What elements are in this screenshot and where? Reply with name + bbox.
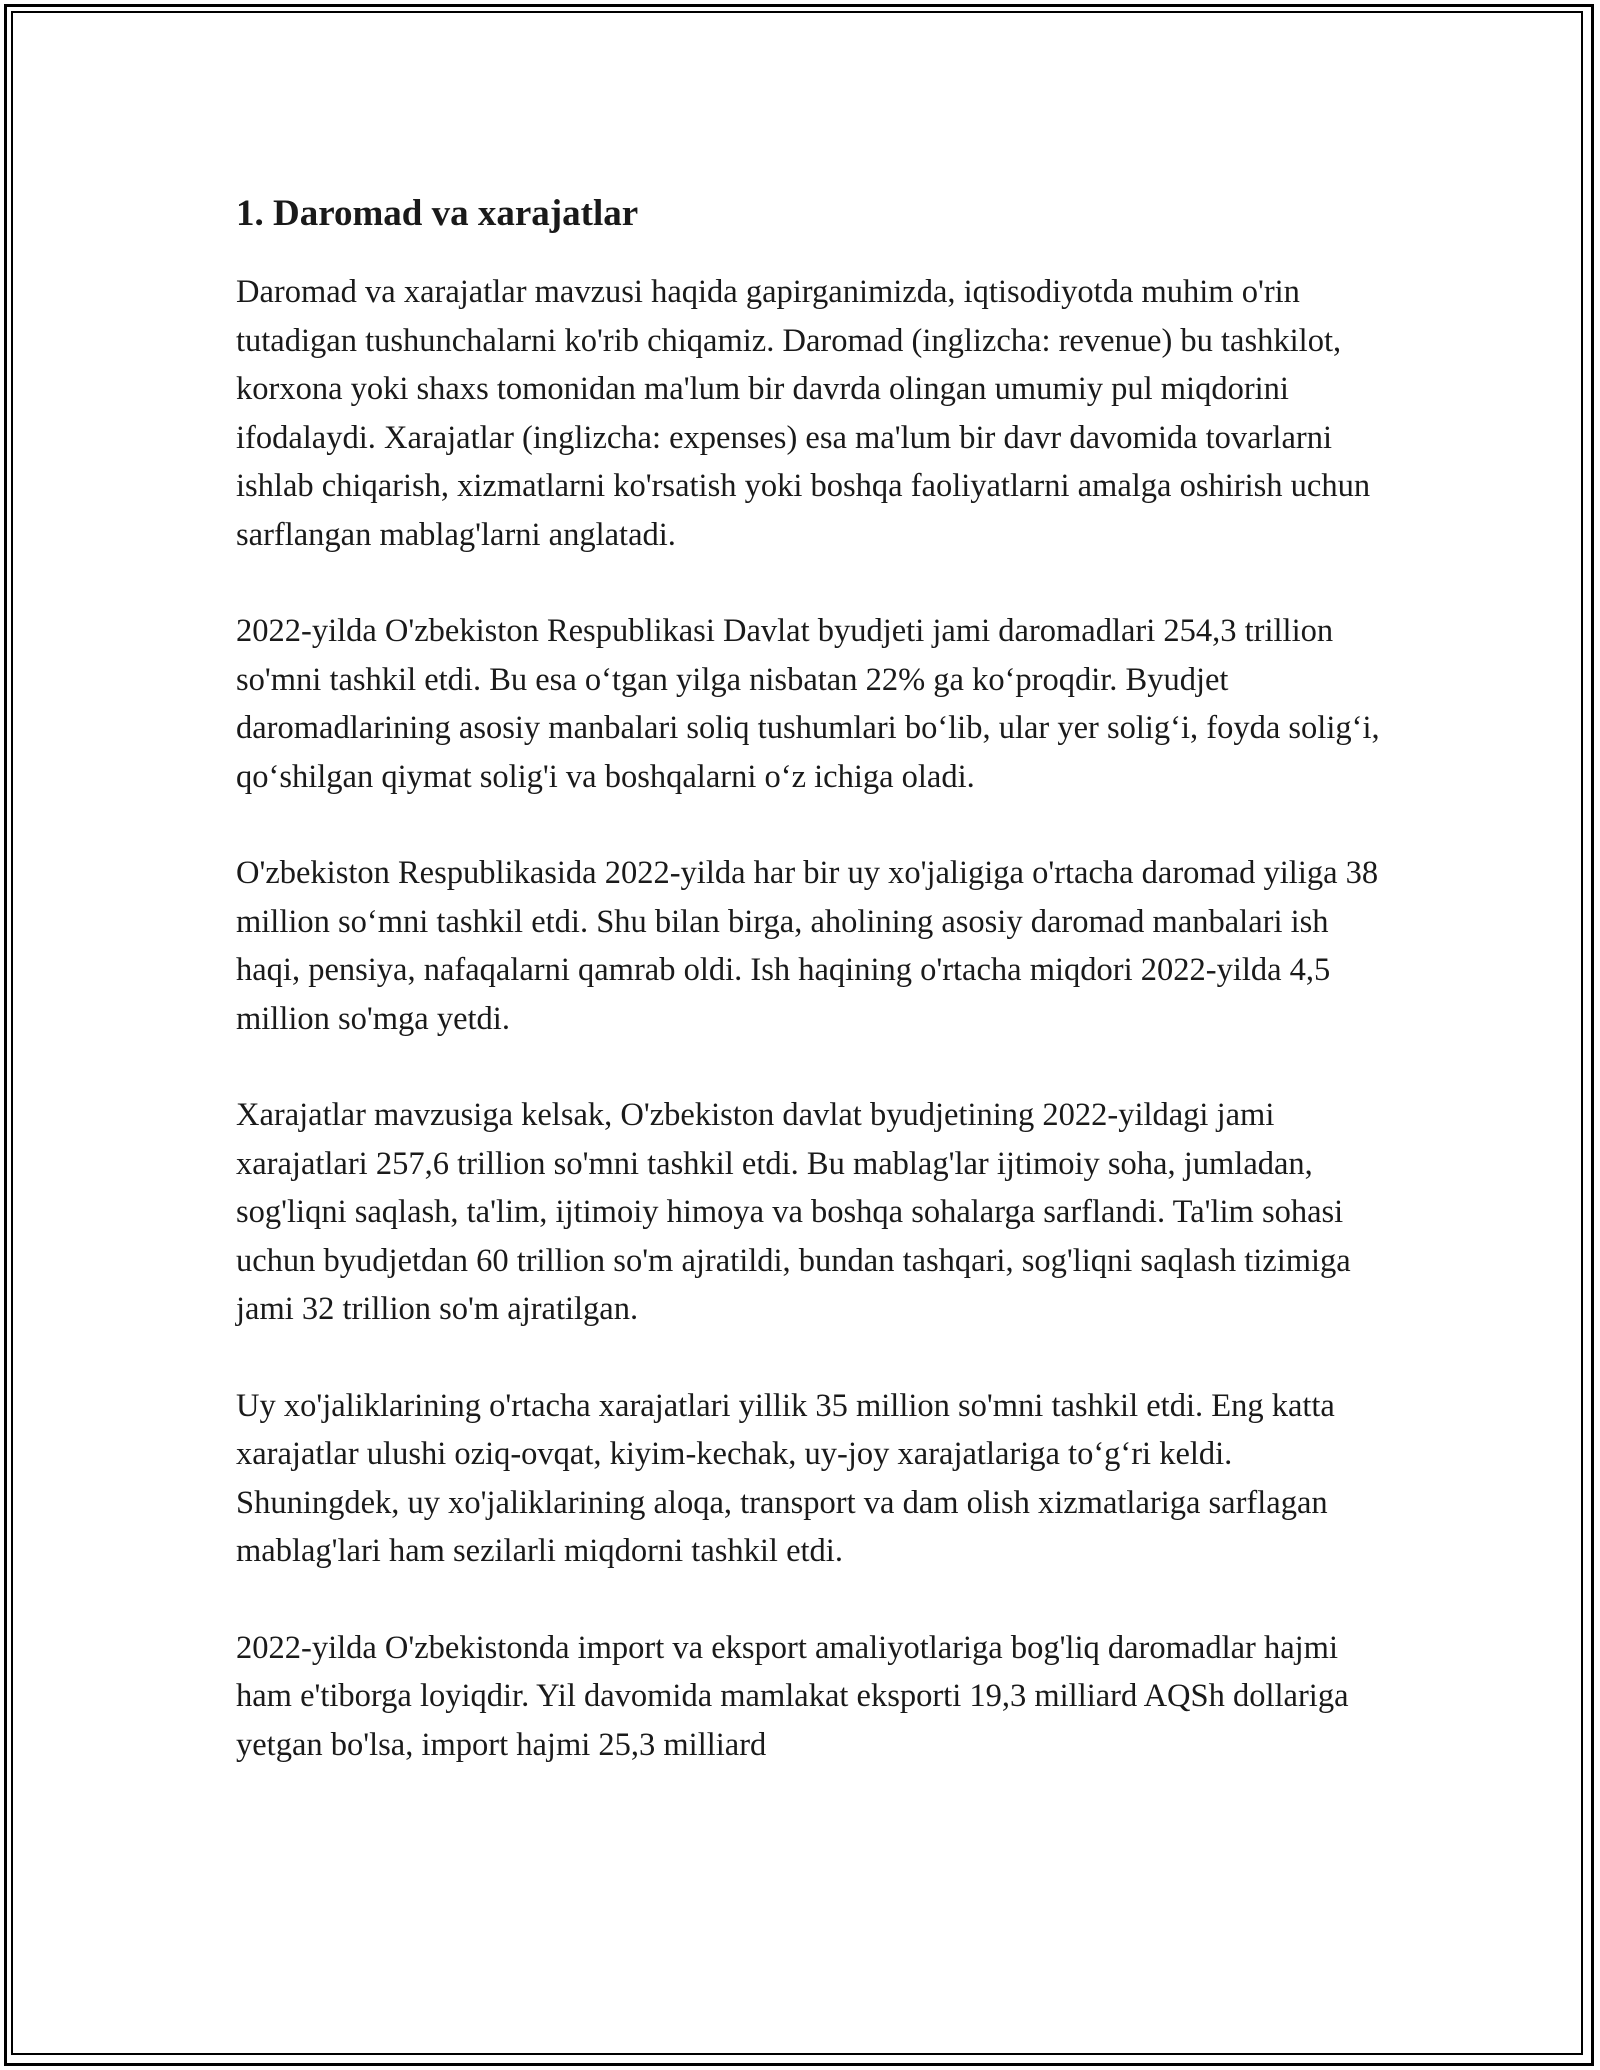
paragraph-household-expenses: Uy xo'jaliklarining o'rtacha xarajatlari yillik 35 million so'mni tashkil etdi. Eng katta xarajatlar ulushi oziq-ovqat, kiyim-kechak, uy-joy xarajatlariga to‘g‘ri keldi. Shuningdek, uy xo'jaliklarining aloqa, transport va dam olish xizmatlariga sarflagan mablag'lari ham sezilarli miqdorni tashkil etdi. bbox=[236, 1387, 1335, 1569]
paragraph-definitions: Daromad va xarajatlar mavzusi haqida gapirganimizda, iqtisodiyotda muhim o'rin tutadigan tushunchalarni ko'rib chiqamiz. Daromad (inglizcha: revenue) bu tashkilot, korxona yoki shaxs tomonidan ma'lum bir davrda olingan umumiy pul miqdorini ifodalaydi. Xarajatlar (inglizcha: expenses) esa ma'lum bir davr davomida tovarlarni ishlab chiqarish, xizmatlarni ko'rsatish yoki boshqa faoliyatlarni amalga oshirish uchun sarflangan mablag'larni anglatadi. bbox=[236, 274, 1371, 553]
document-body bbox=[236, 188, 1386, 1817]
paragraph-budget-revenue: 2022-yilda O'zbekiston Respublikasi Davlat byudjeti jami daromadlari 254,3 trillion so'mni tashkil etdi. Bu esa o‘tgan yilga nisbatan 22% ga ko‘proqdir. Byudjet daromadlarining asosiy manbalari soliq tushumlari bo‘lib, ular yer solig‘i, foyda solig‘i, qo‘shilgan qiymat solig'i va boshqalarni o‘z ichiga oladi. bbox=[236, 613, 1380, 795]
section-heading: 1. Daromad va xarajatlar bbox=[236, 193, 639, 234]
paragraph-budget-expenses: Xarajatlar mavzusiga kelsak, O'zbekiston davlat byudjetining 2022-yildagi jami xarajatlari 257,6 trillion so'mni tashkil etdi. Bu mablag'lar ijtimoiy soha, jumladan, sog'liqni saqlash, ta'lim, ijtimoiy himoya va boshqa sohalarga sarflandi. Ta'lim sohasi uchun byudjetdan 60 trillion so'm ajratildi, bundan tashqari, sog'liqni saqlash tizimiga jami 32 trillion so'm ajratilgan. bbox=[236, 1097, 1351, 1327]
paragraph-household-income: O'zbekiston Respublikasida 2022-yilda har bir uy xo'jaligiga o'rtacha daromad yiliga 38 million so‘mni tashkil etdi. Shu bilan birga, aholining asosiy daromad manbalari ish haqi, pensiya, nafaqalarni qamrab oldi. Ish haqining o'rtacha miqdori 2022-yilda 4,5 million so'mga yetdi. bbox=[236, 855, 1379, 1037]
paragraph-trade: 2022-yilda O'zbekistonda import va eksport amaliyotlariga bog'liq daromadlar hajmi ham e'tiborga loyiqdir. Yil davomida mamlakat eksporti 19,3 milliard AQSh dollariga yetgan bo'lsa, import hajmi 25,3 milliard bbox=[236, 1629, 1349, 1763]
